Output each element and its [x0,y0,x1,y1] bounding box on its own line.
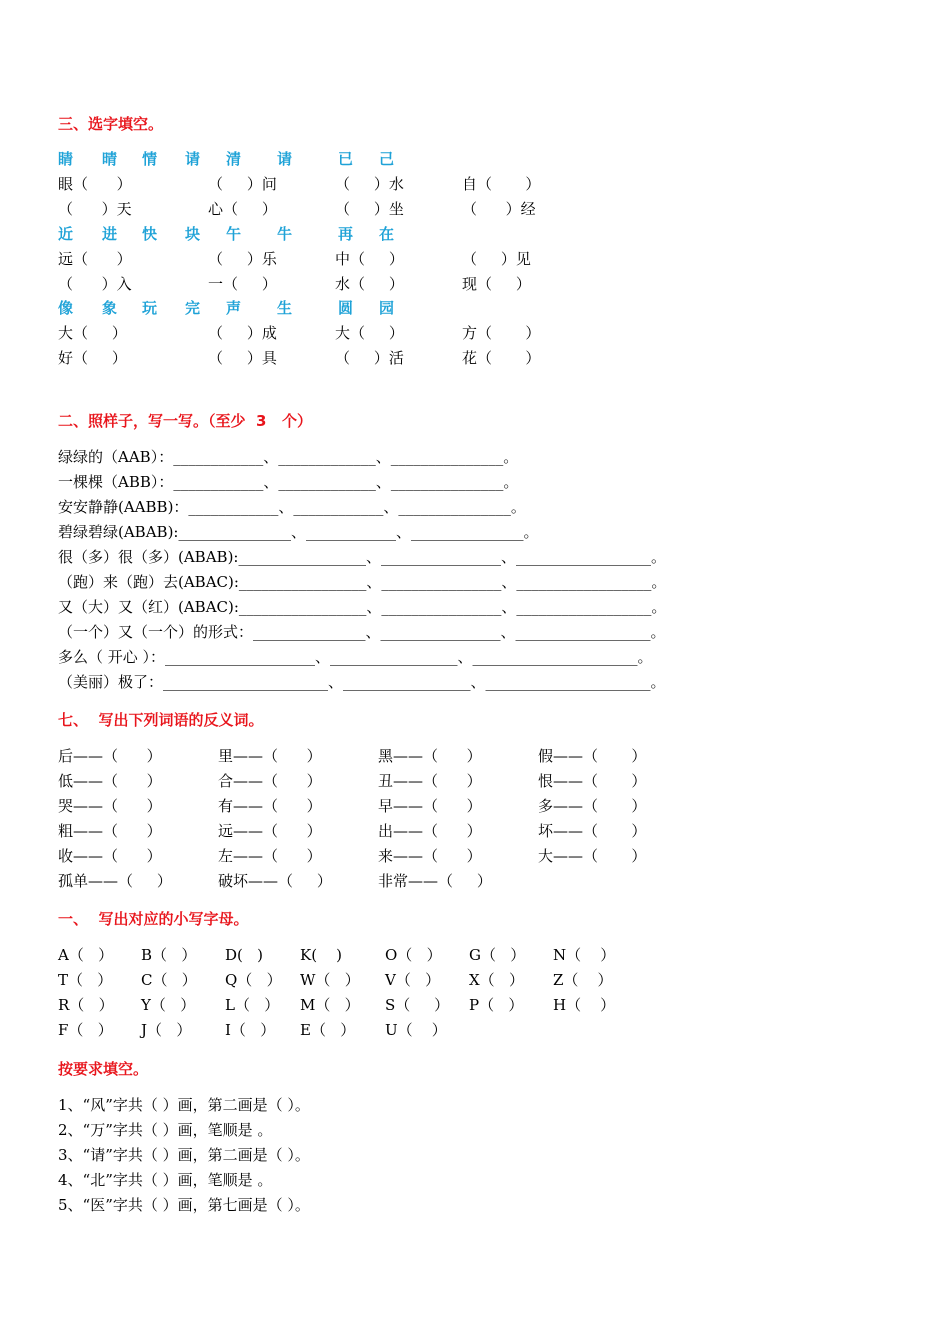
choice-char: 睛 [58,150,74,168]
pattern-line: （美丽）极了：______________________、_________________、______________________。 [58,673,666,691]
fill-blank-item: （ ）天 [58,200,132,218]
section-title-pattern: 二、照样子，写一写。（至少 3 个） [58,412,313,430]
antonym-item: 破坏——（ ） [218,872,332,890]
pattern-line: 碧绿碧绿(ABAB):_______________、____________、_______________。 [58,523,539,541]
choice-char: 清 [226,150,242,168]
choice-char: 情 [142,150,158,168]
fill-blank-item: 方（ ） [462,324,541,342]
letter-item: K( ) [300,946,342,964]
antonym-item: 收——（ ） [58,847,162,865]
pattern-line: 安安静静(AABB)：____________、____________、_______________。 [58,498,526,516]
fill-blank-item: 水（ ） [335,275,404,293]
letter-item: B（ ） [141,946,197,964]
letter-item: A（ ） [58,946,114,964]
letter-item: F（ ） [58,1021,113,1039]
antonym-item: 左——（ ） [218,847,322,865]
choice-char: 像 [58,299,74,317]
letter-item: P（ ） [469,996,524,1014]
fill-blank-item: （ ）见 [462,250,531,268]
pattern-line: 很（多）很（多）(ABAB):_________________、________________、__________________。 [58,548,666,566]
choice-char: 请 [277,150,293,168]
fill-blank-item: （ ）成 [208,324,277,342]
fill-blank-item: （ ）经 [462,200,536,218]
antonym-item: 粗——（ ） [58,822,162,840]
antonym-item: 非常——（ ） [378,872,492,890]
antonym-item: 早——（ ） [378,797,482,815]
choice-char: 请 [185,150,201,168]
fill-blank-item: 远（ ） [58,250,132,268]
letter-item: L（ ） [225,996,280,1014]
letter-item: O（ ） [385,946,442,964]
letter-item: M（ ） [300,996,360,1014]
antonym-item: 坏——（ ） [538,822,647,840]
choice-char: 园 [379,299,395,317]
letter-item: C（ ） [141,971,197,989]
letter-item: X（ ） [469,971,524,989]
choice-char: 进 [102,225,118,243]
choice-char: 象 [102,299,118,317]
letter-item: S（ ） [385,996,450,1014]
letter-item: N（ ） [553,946,616,964]
fill-blank-item: 心（ ） [208,200,277,218]
fill-blank-item: （ ）具 [208,349,277,367]
antonym-item: 远——（ ） [218,822,322,840]
stroke-question: 3、“请”字共（ ）画，第二画是（ ）。 [58,1146,310,1164]
letter-item: Z（ ） [553,971,613,989]
choice-char: 声 [226,299,242,317]
section-title-letters: 一、 写出对应的小写字母。 [58,910,249,928]
antonym-item: 来——（ ） [378,847,482,865]
fill-blank-item: 好（ ） [58,349,127,367]
antonym-item: 大——（ ） [538,847,647,865]
choice-char: 己 [379,150,395,168]
letter-item: U（ ） [385,1021,447,1039]
pattern-line: （跑）来（跑）去(ABAC):_________________、________________、__________________。 [58,573,667,591]
fill-blank-item: 眼（ ） [58,175,132,193]
fill-blank-item: 一（ ） [208,275,277,293]
antonym-item: 孤单——（ ） [58,872,172,890]
antonym-item: 丑——（ ） [378,772,482,790]
antonym-item: 合——（ ） [218,772,322,790]
antonym-item: 黑——（ ） [378,747,482,765]
antonym-item: 假——（ ） [538,747,647,765]
choice-char: 生 [277,299,293,317]
pattern-line: 绿绿的（AAB）：____________、_____________、_______________。 [58,448,519,466]
antonym-item: 哭——（ ） [58,797,162,815]
antonym-item: 有——（ ） [218,797,322,815]
stroke-question: 1、“风”字共（ ）画，第二画是（ ）。 [58,1096,310,1114]
choice-char: 在 [379,225,395,243]
letter-item: G（ ） [469,946,526,964]
fill-blank-item: （ ）水 [335,175,404,193]
pattern-line: 多么（ 开心 ）：____________________、_________________、______________________。 [58,648,653,666]
stroke-question: 5、“医”字共（ ）画，第七画是（ ）。 [58,1196,310,1214]
pattern-line: （一个）又（一个）的形式：_______________、________________、__________________。 [58,623,666,641]
letter-item: Q（ ） [225,971,282,989]
choice-char: 午 [226,225,242,243]
fill-blank-item: （ ）乐 [208,250,277,268]
letter-item: I（ ） [225,1021,276,1039]
antonym-item: 出——（ ） [378,822,482,840]
fill-blank-item: 大（ ） [58,324,127,342]
letter-item: D( ) [225,946,264,964]
fill-blank-item: （ ）问 [208,175,277,193]
fill-blank-item: 花（ ） [462,349,541,367]
stroke-question: 2、“万”字共（ ）画，笔顺是 。 [58,1121,273,1139]
antonym-item: 多——（ ） [538,797,647,815]
antonym-item: 低——（ ） [58,772,162,790]
choice-char: 再 [338,225,354,243]
letter-item: V（ ） [385,971,441,989]
fill-blank-item: 大（ ） [335,324,404,342]
antonym-item: 恨——（ ） [538,772,647,790]
choice-char: 快 [142,225,158,243]
letter-item: J（ ） [141,1021,192,1039]
letter-item: E（ ） [300,1021,356,1039]
pattern-line: 一棵棵（ABB）：____________、_____________、_______________。 [58,473,519,491]
fill-blank-item: 自（ ） [462,175,541,193]
fill-blank-item: （ ）入 [58,275,132,293]
letter-item: H（ ） [553,996,616,1014]
letter-item: Y（ ） [141,996,196,1014]
stroke-question: 4、“北”字共（ ）画，笔顺是 。 [58,1171,273,1189]
choice-char: 晴 [102,150,118,168]
letter-item: T（ ） [58,971,113,989]
letter-item: R（ ） [58,996,114,1014]
choice-char: 玩 [142,299,158,317]
choice-char: 已 [338,150,354,168]
section-title-strokes: 按要求填空。 [58,1060,149,1078]
choice-char: 块 [185,225,201,243]
section-title-choose: 三、选字填空。 [58,115,164,133]
choice-char: 圆 [338,299,354,317]
section-title-antonym: 七、 写出下列词语的反义词。 [58,711,264,729]
fill-blank-item: （ ）坐 [335,200,404,218]
fill-blank-item: 中（ ） [335,250,404,268]
fill-blank-item: （ ）活 [335,349,404,367]
antonym-item: 后——（ ） [58,747,162,765]
pattern-line: 又（大）又（红）(ABAC):_________________、________________、__________________。 [58,598,667,616]
choice-char: 牛 [277,225,293,243]
choice-char: 完 [185,299,201,317]
antonym-item: 里——（ ） [218,747,322,765]
letter-item: W（ ） [300,971,360,989]
fill-blank-item: 现（ ） [462,275,531,293]
choice-char: 近 [58,225,74,243]
